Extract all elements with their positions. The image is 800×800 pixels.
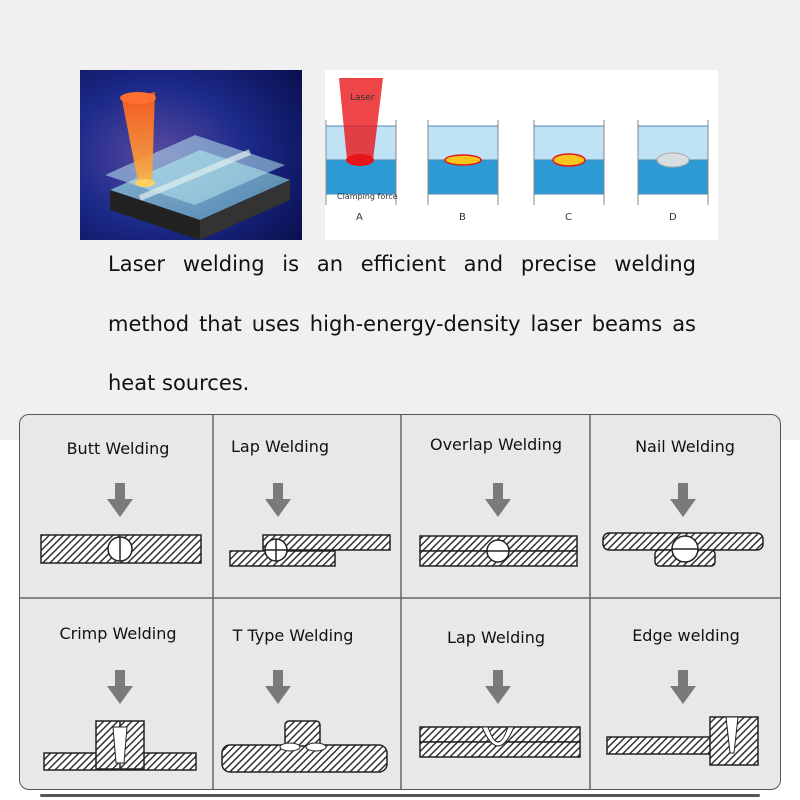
stage-label-b: B	[459, 212, 466, 223]
arrow-down-icon	[670, 483, 696, 517]
label-crimp-welding: Crimp Welding	[59, 624, 177, 643]
arrow-down-icon	[265, 670, 291, 704]
arrow-down-icon	[485, 483, 511, 517]
label-t-type-welding: T Type Welding	[232, 626, 354, 645]
label-edge-welding: Edge welding	[632, 626, 740, 645]
stage-label-a: A	[356, 212, 363, 223]
label-lap-welding-2: Lap Welding	[446, 628, 546, 647]
stage-c	[534, 120, 604, 223]
nail-welding-diagram	[603, 533, 763, 566]
clamp-label: Clamping force	[337, 192, 398, 201]
arrow-down-icon	[107, 670, 133, 704]
arrow-down-icon	[107, 483, 133, 517]
description-line-2: method that uses high-energy-density laser beams as	[108, 312, 696, 336]
laser-photo	[80, 70, 302, 240]
lap-welding-v-diagram	[420, 727, 580, 757]
stage-label-c: C	[565, 212, 572, 223]
t-type-welding-diagram	[222, 721, 387, 772]
label-overlap-welding: Overlap Welding	[429, 435, 563, 454]
label-nail-welding: Nail Welding	[635, 437, 735, 456]
arrow-down-icon	[265, 483, 291, 517]
stage-d	[638, 120, 708, 223]
butt-welding-diagram	[41, 535, 201, 563]
laser-label: Laser	[350, 93, 375, 103]
edge-welding-diagram	[607, 717, 758, 765]
welding-stages-diagram	[325, 70, 718, 240]
welding-types-grid	[19, 414, 781, 790]
description-line-1: Laser welding is an efficient and precise welding	[108, 252, 696, 276]
crimp-welding-diagram	[44, 721, 196, 770]
lap-welding-diagram	[230, 535, 390, 566]
bottom-divider	[40, 794, 760, 797]
stage-label-d: D	[669, 212, 677, 223]
arrow-down-icon	[485, 670, 511, 704]
stage-b	[428, 120, 498, 223]
description-line-3: heat sources.	[108, 371, 250, 395]
label-butt-welding: Butt Welding	[66, 439, 170, 458]
overlap-welding-diagram	[420, 536, 577, 566]
stage-a	[326, 78, 398, 223]
arrow-down-icon	[670, 670, 696, 704]
label-lap-welding: Lap Welding	[230, 437, 330, 456]
